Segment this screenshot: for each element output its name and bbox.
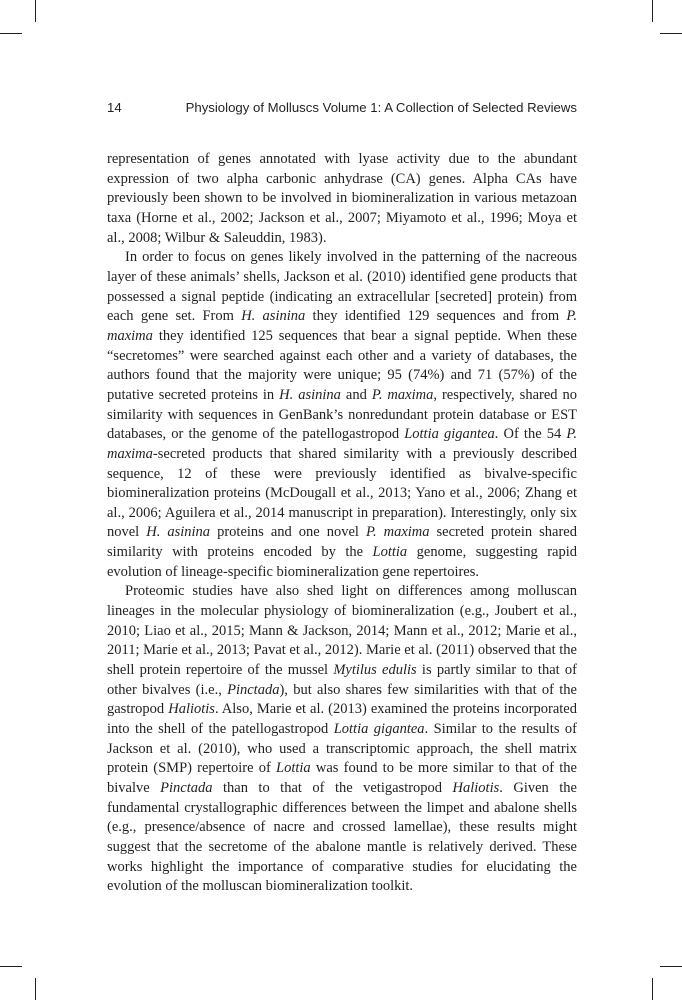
paragraph: Proteomic studies have also shed light on differences among molluscan lineages in the molecular physiology of biomineralization (e.g., Joubert et al., 2010; Liao et al., 2015; Mann & Jackson, 2014; Mann et al., 2012; Marie et al., 2011; Marie et al., 2013; Pavat et al., 2012). Marie et al. (2011) observed that the shell protein repertoire of the mussel Mytilus edulis is partly similar to that of other bivalves (i.e., Pinctada), but also shares few similarities with that of the gastropod Haliotis. Also, Marie et al. (2013) examined the proteins incorporated into the shell of the patellogastropod Lottia gigantea. Similar to the results of Jackson et al. (2010), who used a transcriptomic approach, the shell matrix protein (SMP) repertoire of Lottia was found to be more similar to that of the bivalve Pinctada than to that of the vetigastropod Haliotis. Given the fundamental crystallographic differences between the limpet and abalone shells (e.g., presence/absence of nacre and crossed lamellae), these results might suggest that the secretome of the abalone mantle is relatively derived. These works highlight the importance of comparative studies for elucidating the evolution of the molluscan biomineralization toolkit. <box>107 583 577 895</box>
crop-mark-top-right <box>652 0 653 22</box>
paragraph: In order to focus on genes likely involved in the patterning of the nacreous layer of these animals’ shells, Jackson et al. (2010) identified gene products that possessed a signal peptide (indicating an extracellular [secreted] protein) from each gene set. From H. asinina they identified 129 sequences and from P. maxima they identified 125 sequences that bear a signal peptide. When these “secretomes” were searched against each other and a variety of databases, the authors found that the majority were unique; 95 (74%) and 71 (57%) of the putative secreted proteins in H. asinina and P. maxima, respectively, shared no similarity with sequences in GenBank’s nonredundant protein database or EST databases, or the genome of the patellogastropod Lottia gigantea. Of the 54 P. maxima-secreted products that shared similarity with a previously described sequence, 12 of these were previously identified as bivalve-specific biomineralization proteins (McDougall et al., 2013; Yano et al., 2006; Zhang et al., 2006; Aguilera et al., 2014 manuscript in preparation). Interestingly, only six novel H. asinina proteins and one novel P. maxima secreted protein shared similarity with proteins encoded by the Lottia genome, suggesting rapid evolution of lineage-specific biomineralization gene repertoires. <box>107 249 578 580</box>
running-title: Physiology of Molluscs Volume 1: A Collection of Selected Reviews <box>185 100 577 115</box>
crop-mark-top-left <box>35 0 36 22</box>
body-text <box>107 150 577 897</box>
crop-mark-bottom-left-h <box>0 966 22 967</box>
page-number: 14 <box>107 100 122 115</box>
crop-mark-bottom-left <box>35 978 36 1000</box>
crop-mark-bottom-right <box>652 978 653 1000</box>
paragraph: representation of genes annotated with lyase activity due to the abundant expression of two alpha carbonic anhydrase (CA) genes. Alpha CAs have previously been shown to be involved in biomineralization in various metazoan taxa (Horne et al., 2002; Jackson et al., 2007; Miyamoto et al., 1996; Moya et al., 2008; Wilbur & Saleuddin, 1983). <box>107 151 577 246</box>
crop-mark-bottom-right-h <box>660 966 682 967</box>
crop-mark-top-left-h <box>0 33 22 34</box>
crop-mark-top-right-h <box>660 33 682 34</box>
